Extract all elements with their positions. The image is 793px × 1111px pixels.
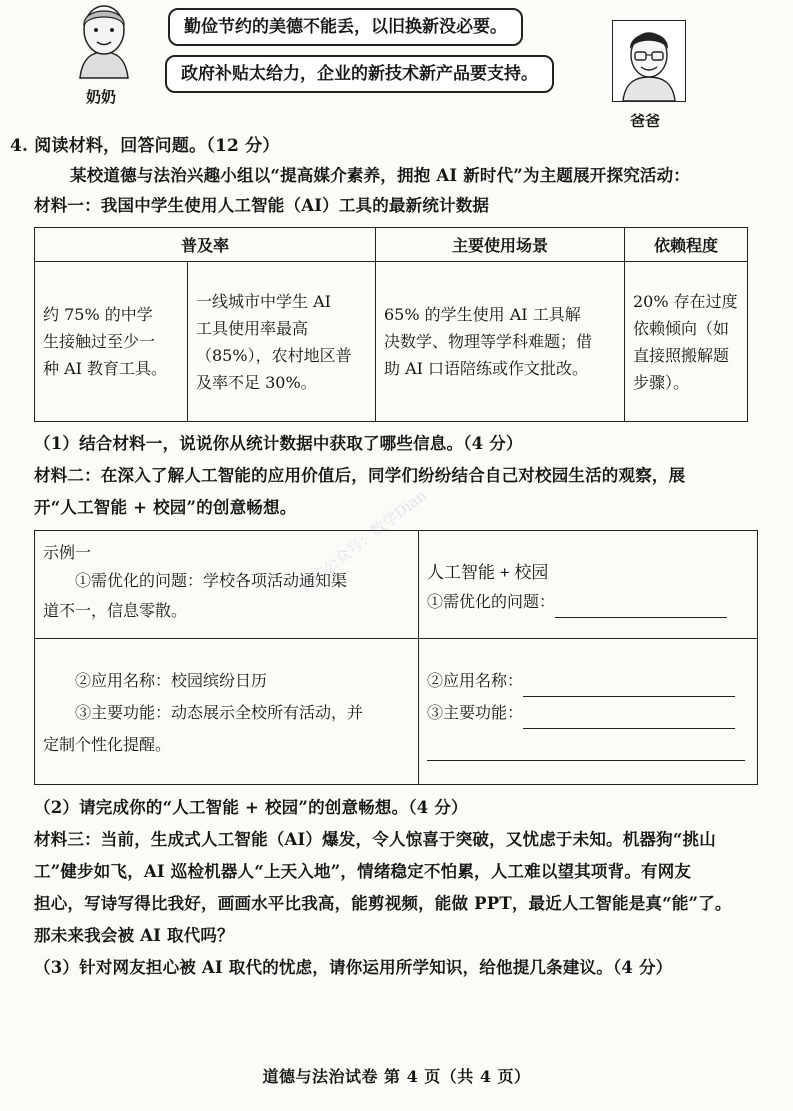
cell-line: 决数学、物理等学科难题；借 <box>384 332 593 351</box>
cell-line: （85%），农村地区普 <box>196 345 352 365</box>
material3-line2: 工”健步如飞，AI 巡检机器人“上天入地”，情绪稳定不怕累，人工难以望其项背。有网友 <box>34 862 692 881</box>
cell-popularity-overall <box>35 262 188 422</box>
answer-function-row <box>419 697 757 729</box>
material2-line1: 材料二：在深入了解人工智能的应用价值后，同学们纷纷结合自己对校园生活的观察，展 <box>34 466 686 485</box>
watermark: 微信公众号：数学Dian <box>296 485 430 596</box>
question4-intro: 某校道德与法治兴趣小组以“提高媒介素养，拥抱 AI 新时代”为主题展开探究活动： <box>70 166 690 185</box>
answer-app-row <box>419 665 757 697</box>
example-problem-line2: 道不一，信息零散。 <box>43 601 188 620</box>
answer-function-blank[interactable] <box>523 710 735 729</box>
cell-line: 依赖倾向（如 <box>633 318 730 338</box>
cell-line: 20% 存在过度 <box>633 291 738 311</box>
dad-name: 爸爸 <box>630 112 661 130</box>
material3-line4: 那未来我会被 AI 取代吗？ <box>34 926 234 945</box>
answer-function-extra-row <box>419 729 757 761</box>
example-function-line2: 定制个性化提醒。 <box>43 735 172 754</box>
cell-line: 65% 的学生使用 AI 工具解 <box>384 305 581 324</box>
page-footer: 道德与法治试卷 第 4 页（共 4 页） <box>262 1067 531 1086</box>
grandma-portrait <box>72 0 136 80</box>
cell-line: 及率不足 30%。 <box>196 372 317 392</box>
answer-problem-blank[interactable] <box>555 599 727 618</box>
example-solution-cell <box>35 639 419 785</box>
ai-usage-stats-table <box>34 227 748 422</box>
answer-function-blank-2[interactable] <box>427 742 745 761</box>
cell-usage-scenario <box>376 262 625 422</box>
material2-line2: 开“人工智能 + 校园”的创意畅想。 <box>34 498 297 517</box>
header-usage-scenario: 主要使用场景 <box>376 228 625 262</box>
cell-line: 一线城市中学生 AI <box>196 291 331 311</box>
cell-dependency <box>625 262 748 422</box>
answer-problem-row <box>419 586 757 618</box>
header-dependency: 依赖程度 <box>625 228 748 262</box>
cell-line: 约 75% 的中学 <box>43 305 153 324</box>
sub-question-3: （3）针对网友担心被 AI 取代的忧虑，请你运用所学知识，给他提几条建议。（4 分） <box>34 958 673 977</box>
example-app-name: ②应用名称：校园缤纷日历 <box>75 671 268 690</box>
answer-app-label: ②应用名称： <box>427 671 524 690</box>
cell-line: 生接触过至少一 <box>43 332 156 351</box>
question4-title: 4. 阅读材料，回答问题。（12 分） <box>10 136 280 156</box>
dad-speech-bubble: 政府补贴太给力，企业的新技术新产品要支持。 <box>165 55 554 93</box>
header-popularity: 普及率 <box>35 228 376 262</box>
material3-line3: 担心，写诗写得比我好，画画水平比我高，能剪视频，能做 PPT，最近人工智能是真“能”了。 <box>34 894 732 913</box>
example-problem-line1: ①需优化的问题：学校各项活动通知渠 <box>75 571 348 590</box>
cell-line: 步骤）。 <box>633 372 690 392</box>
dad-portrait <box>612 20 686 102</box>
grandma-speech-bubble: 勤俭节约的美德不能丢，以旧换新没必要。 <box>168 8 523 46</box>
ai-campus-idea-table <box>34 530 758 785</box>
grandma-name: 奶奶 <box>86 88 117 106</box>
cell-line: 种 AI 教育工具。 <box>43 359 168 378</box>
answer-function-label: ③主要功能： <box>427 703 524 722</box>
material1-title: 材料一：我国中学生使用人工智能（AI）工具的最新统计数据 <box>34 196 490 215</box>
cell-line: 工具使用率最高 <box>196 318 309 338</box>
example-title: 示例一 <box>43 543 92 562</box>
example-function-line1: ③主要功能：动态展示全校所有活动，并 <box>75 703 364 722</box>
sub-question-1: （1）结合材料一，说说你从统计数据中获取了哪些信息。（4 分） <box>34 434 523 453</box>
material3-line1: 材料三：当前，生成式人工智能（AI）爆发，令人惊喜于突破，又忧虑于未知。机器狗“挑山 <box>34 830 716 849</box>
cell-line: 助 AI 口语陪练或作文批改。 <box>384 359 589 378</box>
answer-solution-cell <box>419 639 758 785</box>
sub-question-2: （2）请完成你的“人工智能 + 校园”的创意畅想。（4 分） <box>34 798 468 817</box>
cell-line: 直接照搬解题 <box>633 345 730 365</box>
answer-problem-cell <box>419 531 758 639</box>
answer-problem-label: ①需优化的问题： <box>427 592 556 611</box>
answer-table-title: 人工智能 + 校园 <box>427 563 549 582</box>
cell-popularity-urban-rural <box>188 262 376 422</box>
answer-app-blank[interactable] <box>523 678 735 697</box>
